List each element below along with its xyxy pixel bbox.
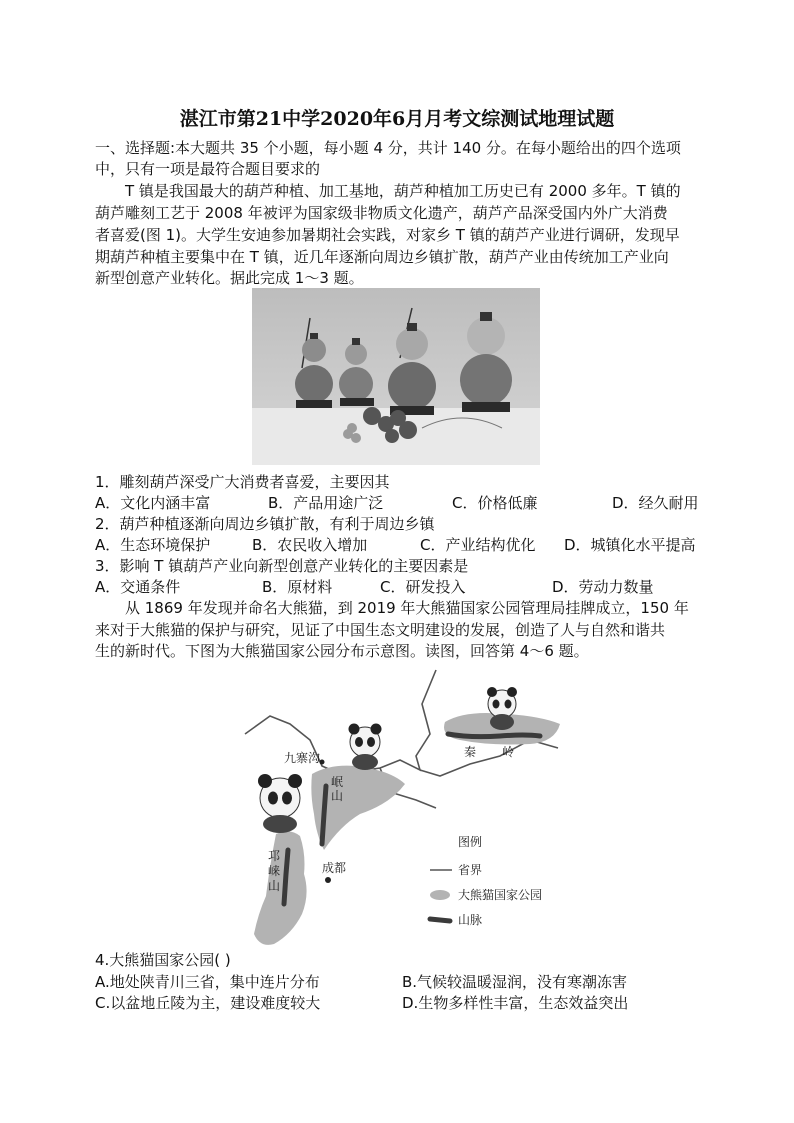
minshan-label-2: 山 (331, 789, 344, 803)
passage2-line-1: 从 1869 年发现并命名大熊猫，到 2019 年大熊猫国家公园管理局挂牌成立，150 年 (125, 599, 689, 617)
chengdu-label: 成都 (322, 861, 347, 875)
instructions-line-1: 一、选择题:本大题共 35 个小题，每小题 4 分，共计 140 分。在每小题给出的四个选项 (95, 139, 681, 157)
question-4-option-d: D.生物多样性丰富，生态效益突出 (402, 994, 629, 1012)
question-1-option-b: B．产品用途广泛 (268, 494, 384, 512)
province-boundary (245, 670, 436, 774)
panda-icon (349, 724, 382, 771)
passage1-line-5: 新型创意产业转化。据此完成 1～3 题。 (95, 269, 364, 287)
passage2-line-2: 来对于大熊猫的保护与研究，见证了中国生态文明建设的发展，创造了人与自然和谐共 (95, 621, 666, 639)
question-4-option-c: C.以盆地丘陵为主，建设难度较大 (95, 994, 321, 1012)
chengdu-marker (325, 877, 331, 883)
qionglai-label-1: 邛 (268, 849, 281, 863)
passage1-line-3: 者喜爱(图 1)。大学生安迪参加暑期社会实践，对家乡 T 镇的葫芦产业进行调研，发现早 (95, 226, 680, 244)
jiuzhaigou-marker (320, 760, 325, 765)
question-2-option-a: A．生态环境保护 (95, 536, 211, 554)
question-3-option-a: A．交通条件 (95, 578, 181, 596)
gourd-photo (252, 288, 540, 465)
legend-park-label: 大熊猫国家公园 (458, 888, 543, 902)
qionglai-label-3: 山 (268, 879, 281, 893)
qinling-mountain (448, 734, 540, 737)
page-title: 湛江市第21中学2020年6月月考文综测试地理试题 (179, 108, 615, 130)
question-2-option-d: D．城镇化水平提高 (564, 536, 696, 554)
question-3-option-b: B．原材料 (262, 578, 333, 596)
question-3-option-c: C．研发投入 (380, 578, 466, 596)
panda-park-map (240, 664, 570, 954)
province-boundary (420, 740, 558, 776)
passage2-line-3: 生的新时代。下图为大熊猫国家公园分布示意图。读图，回答第 4～6 题。 (95, 642, 589, 660)
question-1-option-a: A．文化内涵丰富 (95, 494, 211, 512)
panda-icon (258, 774, 302, 833)
passage1-line-2: 葫芦雕刻工艺于 2008 年被评为国家级非物质文化遗产，葫芦产品深受国内外广大消费 (95, 204, 668, 222)
question-4-stem: 4.大熊猫国家公园( ) (95, 951, 231, 969)
question-4-option-a: A.地处陕青川三省，集中连片分布 (95, 973, 320, 991)
panda-icon (487, 687, 517, 730)
question-3-stem: 3．影响 T 镇葫芦产业向新型创意产业转化的主要因素是 (95, 557, 469, 575)
minshan-label-1: 岷 (331, 775, 344, 789)
question-3-option-d: D．劳动力数量 (552, 578, 654, 596)
legend-boundary-label: 省界 (458, 863, 483, 877)
legend-park-symbol (430, 890, 450, 900)
question-4-option-b: B.气候较温暖湿润，没有寒潮冻害 (402, 973, 628, 991)
passage1-line-1: T 镇是我国最大的葫芦种植、加工基地，葫芦种植加工历史已有 2000 多年。T 镇的 (125, 182, 681, 200)
legend-mountain-label: 山脉 (458, 913, 483, 927)
legend-title: 图例 (458, 835, 483, 849)
jiuzhaigou-label: 九寨沟 (284, 751, 321, 765)
passage1-line-4: 期葫芦种植主要集中在 T 镇，近几年逐渐向周边乡镇扩散，葫芦产业由传统加工产业向 (95, 248, 669, 266)
qionglai-label-2: 崃 (268, 864, 281, 878)
question-2-option-b: B．农民收入增加 (252, 536, 368, 554)
question-1-option-c: C．价格低廉 (452, 494, 538, 512)
legend-mountain-symbol (430, 919, 450, 921)
question-2-stem: 2．葫芦种植逐渐向周边乡镇扩散，有利于周边乡镇 (95, 515, 435, 533)
instructions-line-2: 中，只有一项是最符合题目要求的 (95, 160, 321, 178)
qinling-label-2: 岭 (502, 745, 515, 759)
qinling-label-1: 秦 (464, 745, 477, 759)
question-1-option-d: D．经久耐用 (612, 494, 699, 512)
question-1-stem: 1．雕刻葫芦深受广大消费者喜爱，主要因其 (95, 473, 390, 491)
question-2-option-c: C．产业结构优化 (420, 536, 536, 554)
qionglai-park-area (254, 831, 307, 944)
